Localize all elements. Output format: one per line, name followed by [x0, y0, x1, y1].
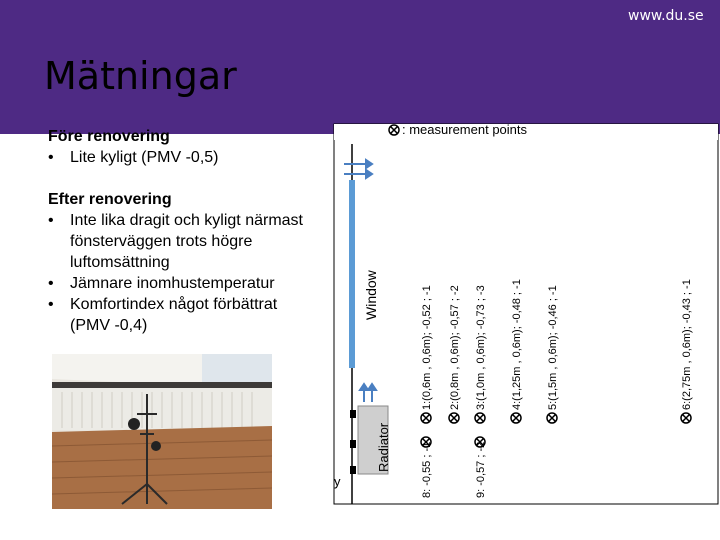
list-item-cont [48, 231, 348, 252]
measurement-point-icon [475, 413, 485, 423]
measurement-point-icon [389, 125, 399, 135]
legend-label: : measurement points [402, 122, 528, 137]
room-photo [52, 354, 272, 509]
measurement-point-label: 4:(1,25m , 0,6m); -0,48 ; -1 [511, 279, 523, 410]
y-axis-label: y [334, 474, 341, 489]
measurement-point-icon [511, 413, 521, 423]
list-item [48, 273, 348, 294]
page-title: Mätningar [44, 54, 237, 98]
site-url: www.du.se [628, 8, 704, 24]
list-item-cont [48, 252, 348, 273]
list-item-cont [48, 315, 348, 336]
list-item-text: (PMV -0,4) [70, 317, 148, 334]
before-heading: Före renovering [48, 128, 170, 145]
measurement-point-icon [421, 413, 431, 423]
list-item-text: Jämnare inomhustemperatur [70, 275, 275, 292]
list-item [48, 147, 348, 168]
bullet-icon: • [48, 275, 54, 292]
measurement-diagram [330, 120, 720, 510]
list-item-text: Inte lika dragit och kyligt närmast [70, 212, 303, 229]
window-label: Window [363, 270, 379, 320]
after-heading: Efter renovering [48, 191, 172, 208]
measurement-point-label: 8: -0,55 ; -1 [421, 441, 433, 498]
measurement-point-label: 3:(1,0m , 0,6m); -0,73 ; -3 [475, 285, 487, 410]
bullet-icon: • [48, 149, 54, 166]
header-bar [0, 0, 720, 134]
list-item-text: luftomsättning [70, 254, 170, 271]
measurement-point-label: 2:(0,8m , 0,6m); -0,57 ; -2 [449, 285, 461, 410]
bullet-icon: • [48, 212, 54, 229]
text-content [48, 126, 348, 336]
window-bar [349, 180, 355, 368]
measurement-point-icon [449, 413, 459, 423]
measurement-point-label: 6:(2,75m , 0,6m); -0,43 ; -1 [681, 279, 693, 410]
radiator-label: Radiator [376, 422, 391, 472]
measurement-point-label: 9: -0,57 ; -2 [475, 441, 487, 498]
measurement-point-label: 5:(1,5m , 0,6m); -0,46 ; -1 [547, 285, 559, 410]
list-item-text: Komfortindex något förbättrat [70, 296, 278, 313]
measurement-point-icon [547, 413, 557, 423]
list-item-text: Lite kyligt (PMV -0,5) [70, 149, 219, 166]
list-item [48, 294, 348, 315]
measurement-point-label: 1:(0,6m , 0,6m); -0,52 ; -1 [421, 285, 433, 410]
bullet-icon: • [48, 296, 54, 313]
list-item-text: fönsterväggen trots högre [70, 233, 253, 250]
list-item [48, 210, 348, 231]
measurement-point-icon [681, 413, 691, 423]
